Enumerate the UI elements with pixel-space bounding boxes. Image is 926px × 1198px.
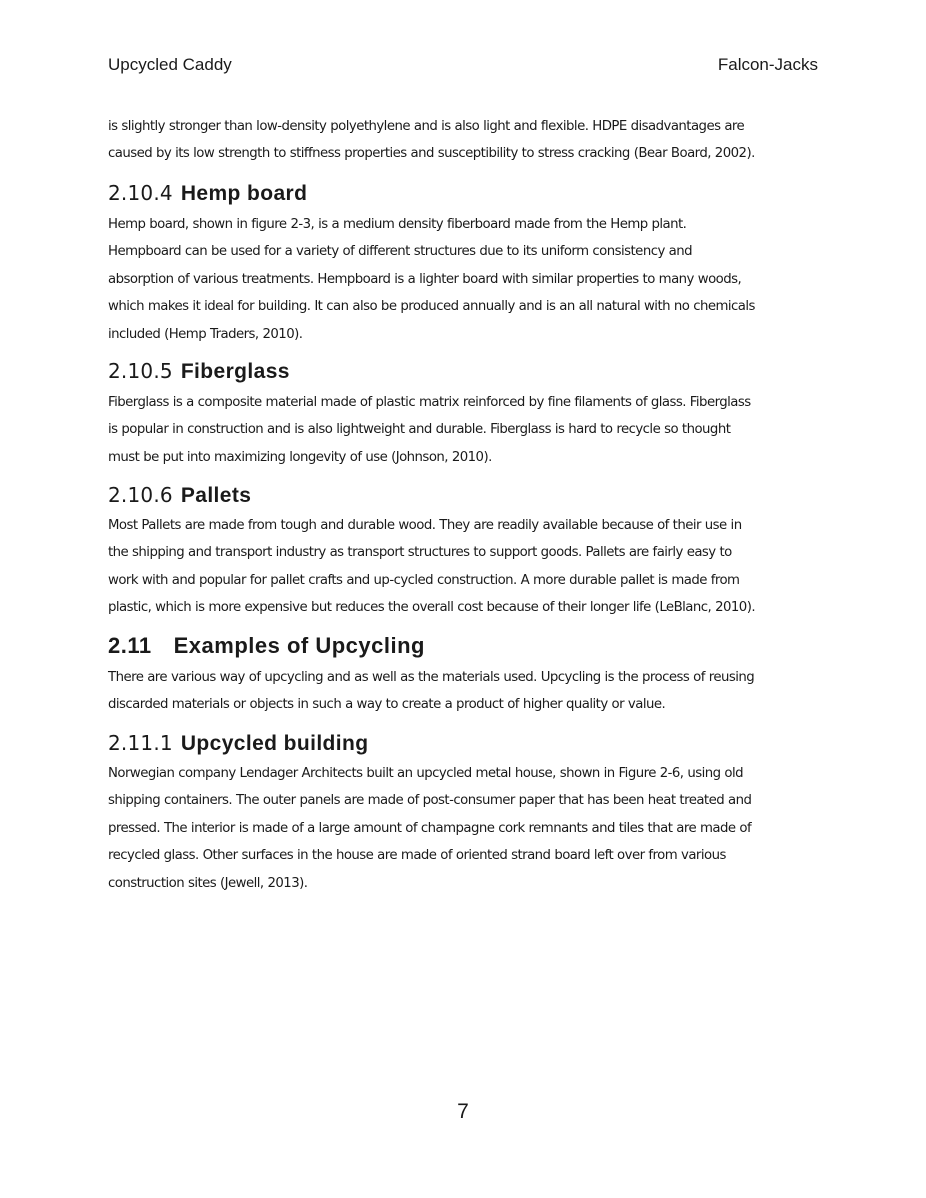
paragraph-line: absorption of various treatments. Hempboard is a lighter board with similar properties to many woods, bbox=[108, 271, 742, 287]
section-heading-hemp-board bbox=[108, 181, 307, 206]
header-title: Upcycled Caddy bbox=[108, 55, 232, 74]
paragraph-line: pressed. The interior is made of a large amount of champagne cork remnants and tiles that are made of bbox=[108, 820, 752, 836]
section-title: Examples of Upcycling bbox=[173, 633, 425, 658]
section-heading-pallets bbox=[108, 483, 251, 508]
section-title: Pallets bbox=[180, 484, 252, 507]
section-title: Fiberglass bbox=[180, 360, 290, 383]
section-heading-examples-of-upcycling bbox=[108, 633, 425, 659]
paragraph-line: is popular in construction and is also lightweight and durable. Fiberglass is hard to recycle so thought bbox=[108, 422, 731, 438]
paragraph-line: Fiberglass is a composite material made of plastic matrix reinforced by fine filaments of glass. Fiberglass bbox=[108, 395, 751, 410]
paragraph-line: must be put into maximizing longevity of use (Johnson, 2010). bbox=[108, 449, 492, 465]
examples-paragraph bbox=[108, 664, 820, 719]
paragraph-line: shipping containers. The outer panels are made of post-consumer paper that has been heat treated and bbox=[108, 793, 752, 809]
section-number: 2.10.6 bbox=[108, 483, 173, 507]
intro-paragraph bbox=[108, 113, 820, 168]
paragraph-line: construction sites (Jewell, 2013). bbox=[108, 875, 308, 891]
pallets-paragraph bbox=[108, 512, 820, 622]
header-authors: Falcon-Jacks bbox=[717, 55, 818, 74]
page-header bbox=[108, 55, 818, 79]
paragraph-line: is slightly stronger than low-density polyethylene and is also light and flexible. HDPE disadvantages are bbox=[108, 119, 745, 134]
section-heading-upcycled-building bbox=[108, 731, 368, 756]
section-number: 2.11 bbox=[108, 633, 152, 658]
paragraph-line: included (Hemp Traders, 2010). bbox=[108, 326, 303, 342]
paragraph-line: work with and popular for pallet crafts and up-cycled construction. A more durable pallet is made from bbox=[108, 572, 740, 588]
section-title: Hemp board bbox=[180, 182, 308, 205]
paragraph-line: Most Pallets are made from tough and durable wood. They are readily available because of their use in bbox=[108, 518, 742, 533]
paragraph-line: plastic, which is more expensive but reduces the overall cost because of their longer life (LeBlanc, 2010). bbox=[108, 600, 756, 616]
paragraph-line: the shipping and transport industry as transport structures to support goods. Pallets are fairly easy to bbox=[108, 545, 732, 561]
paragraph-line: caused by its low strength to stiffness properties and susceptibility to stress cracking (Bear Board, 2002). bbox=[108, 146, 755, 162]
paragraph-line: discarded materials or objects in such a way to create a product of higher quality or value. bbox=[108, 697, 666, 713]
paragraph-line: There are various way of upcycling and as well as the materials used. Upcycling is the process of reusing bbox=[108, 670, 755, 685]
hemp-board-paragraph bbox=[108, 211, 820, 348]
section-heading-fiberglass bbox=[108, 359, 290, 384]
page-number: 7 bbox=[457, 1100, 469, 1123]
paragraph-line: Norwegian company Lendager Architects built an upcycled metal house, shown in Figure 2-6, using old bbox=[108, 766, 744, 781]
paragraph-line: recycled glass. Other surfaces in the house are made of oriented strand board left over from various bbox=[108, 848, 726, 864]
section-number: 2.11.1 bbox=[108, 731, 173, 755]
upcycled-building-paragraph bbox=[108, 760, 820, 897]
fiberglass-paragraph bbox=[108, 389, 820, 471]
section-number: 2.10.5 bbox=[108, 359, 173, 383]
section-title: Upcycled building bbox=[180, 732, 369, 755]
section-number: 2.10.4 bbox=[108, 181, 173, 205]
paragraph-line: Hempboard can be used for a variety of different structures due to its uniform consistency and bbox=[108, 244, 693, 260]
paragraph-line: Hemp board, shown in figure 2-3, is a medium density fiberboard made from the Hemp plant. bbox=[108, 217, 687, 232]
paragraph-line: which makes it ideal for building. It can also be produced annually and is an all natural with no chemicals bbox=[108, 299, 755, 315]
